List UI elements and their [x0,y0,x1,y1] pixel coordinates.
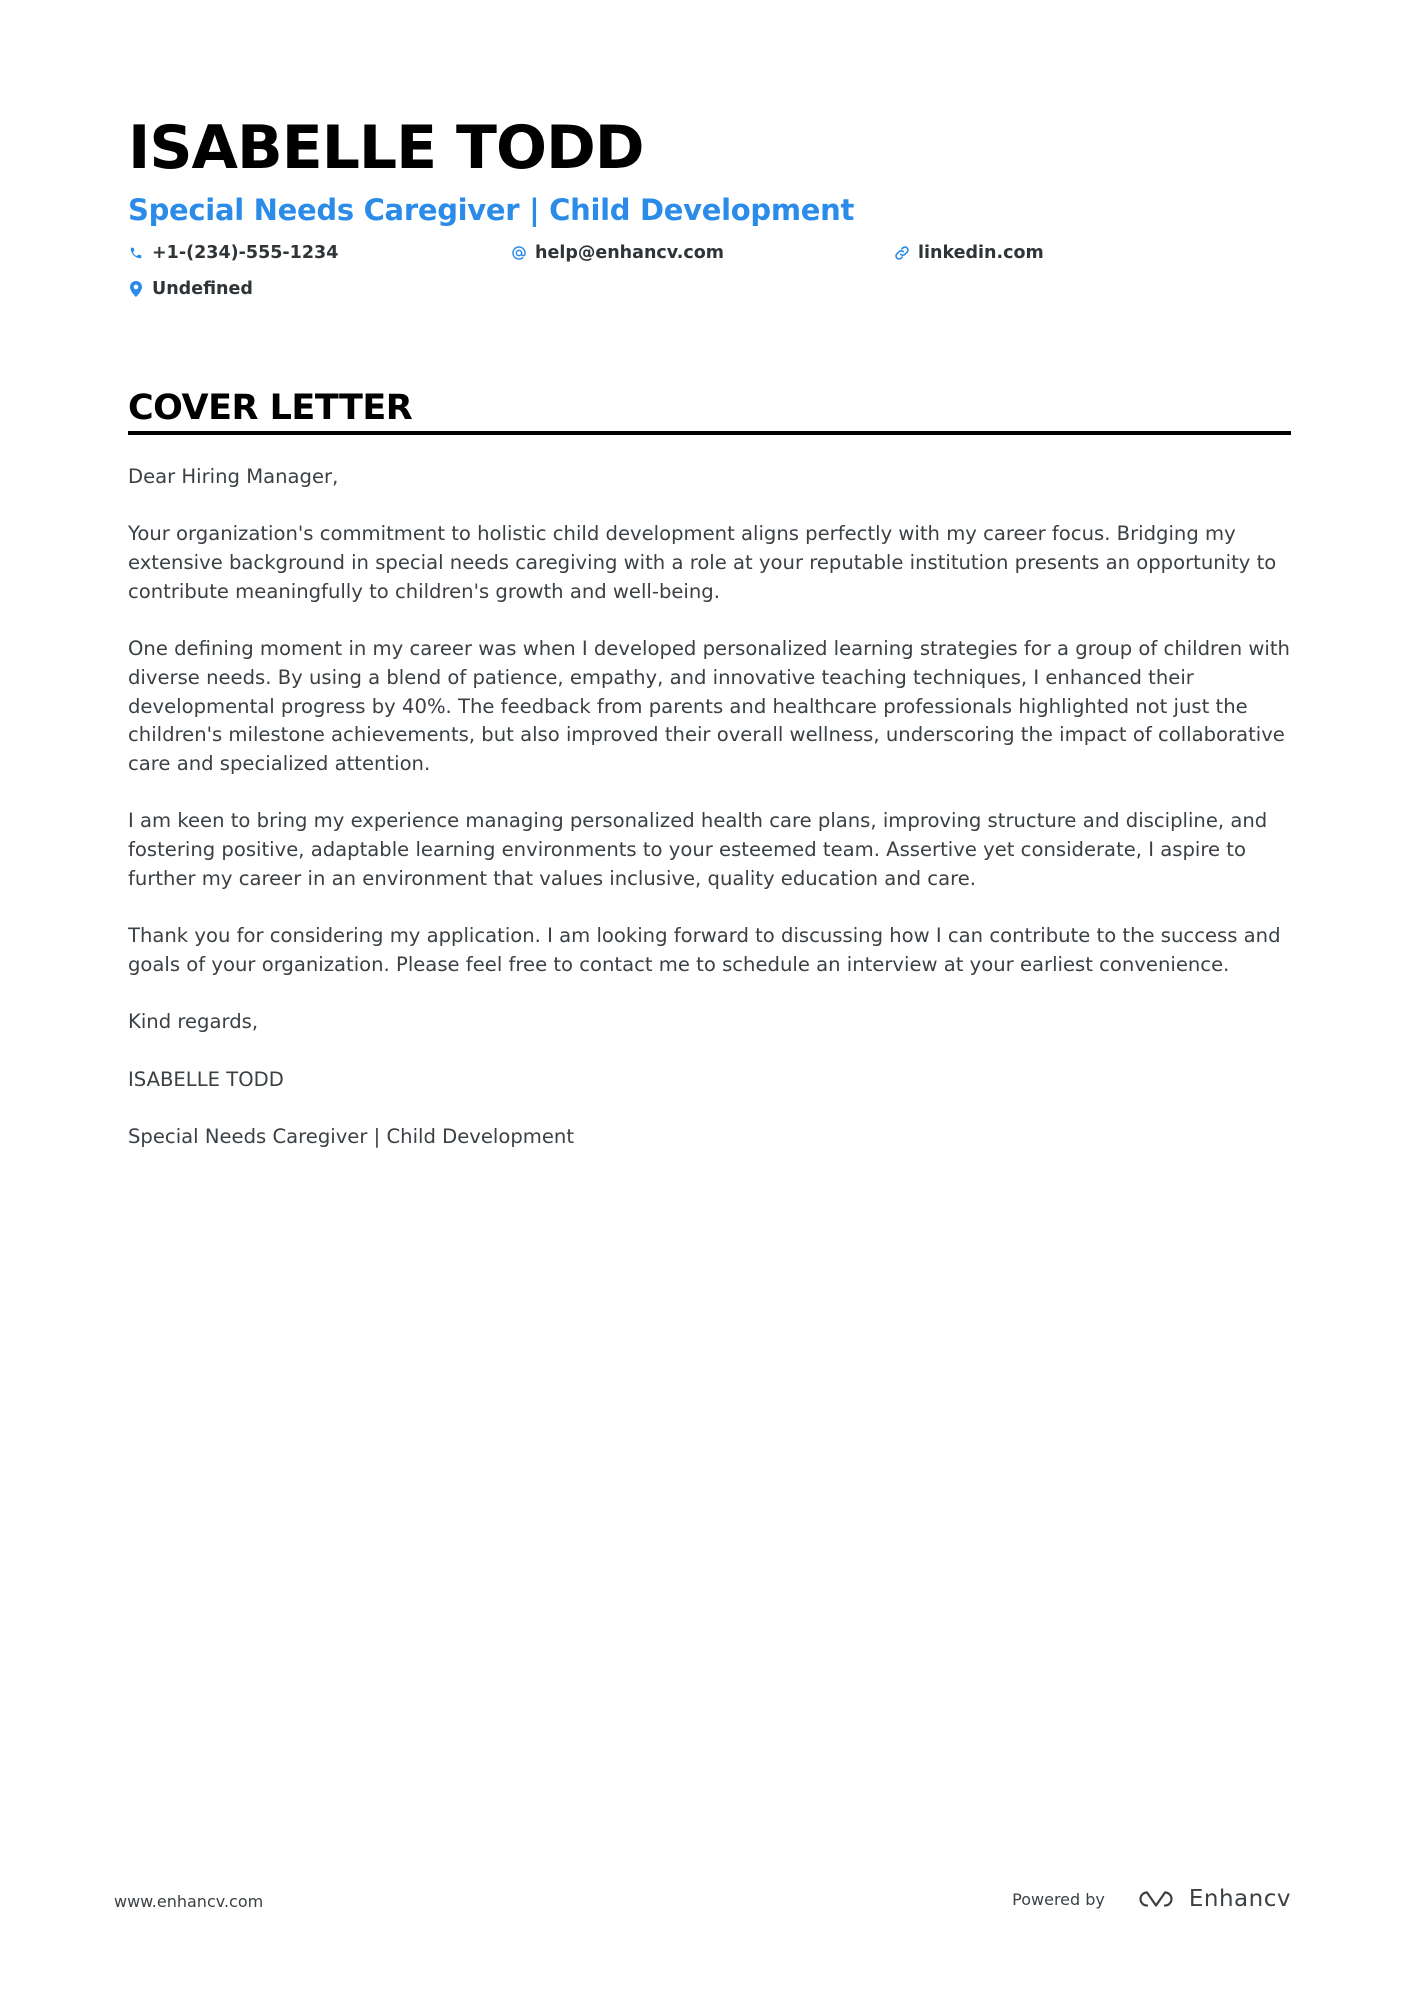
brand-name: Enhancv [1188,1886,1291,1912]
contact-linkedin [894,241,1044,265]
phone-text: +1-(234)-555-1234 [152,243,339,263]
contact-email [511,241,724,265]
enhancv-logo-icon [1133,1887,1179,1911]
email-text: help@enhancv.com [535,243,725,263]
powered-by-label: Powered by [1012,1889,1105,1909]
location-pin-icon [128,281,144,297]
contact-location [128,277,253,301]
letter-body [128,463,1291,1180]
signature-name: ISABELLE TODD [128,1067,284,1091]
contact-info [128,241,1291,311]
resume-header [128,108,1291,311]
letter-paragraph: One defining moment in my career was when I developed personalized learning strategies for a group of children with diverse needs. By using a blend of patience, empathy, and innovative teaching techniques, I enhanced their developmental progress by 40%. The feedback from parents and healthcare professionals highlighted not just the children's milestone achievements, but also improved their overall wellness, underscoring the impact of collaborative care and specialized attention. [128,637,1290,775]
at-icon [511,245,527,261]
phone-icon [128,245,144,261]
applicant-name: ISABELLE TODD [128,113,644,183]
salutation: Dear Hiring Manager, [128,465,339,488]
signature-title: Special Needs Caregiver | Child Development [128,1125,575,1149]
applicant-title: Special Needs Caregiver | Child Development [128,193,855,227]
link-icon [894,245,910,261]
section-divider [128,431,1291,435]
contact-phone [128,241,338,265]
letter-paragraph: I am keen to bring my experience managing personalized health care plans, improving structure and discipline, and fostering positive, adaptable learning environments to your esteemed team. Assertive yet considerate, I aspire to further my career in an environment that values inclusive, quality education and care. [128,809,1268,890]
letter-paragraph: Your organization's commitment to holistic child development aligns perfectly with my career focus. Bridging my extensive background in special needs caregiving with a role at your reputable institution presents an opportunity to contribute meaningfully to children's growth and well-being. [128,522,1277,603]
location-text: Undefined [152,279,253,299]
closing: Kind regards, [128,1010,259,1034]
footer-website[interactable]: www.enhancv.com [114,1892,264,1911]
footer-branding [1012,1886,1291,1912]
linkedin-text: linkedin.com [918,243,1044,263]
letter-paragraph: Thank you for considering my application. I am looking forward to discussing how I can contribute to the success and goals of your organization. Please feel free to contact me to schedule an interview at your earliest convenience. [128,924,1281,976]
section-title: COVER LETTER [128,388,413,428]
